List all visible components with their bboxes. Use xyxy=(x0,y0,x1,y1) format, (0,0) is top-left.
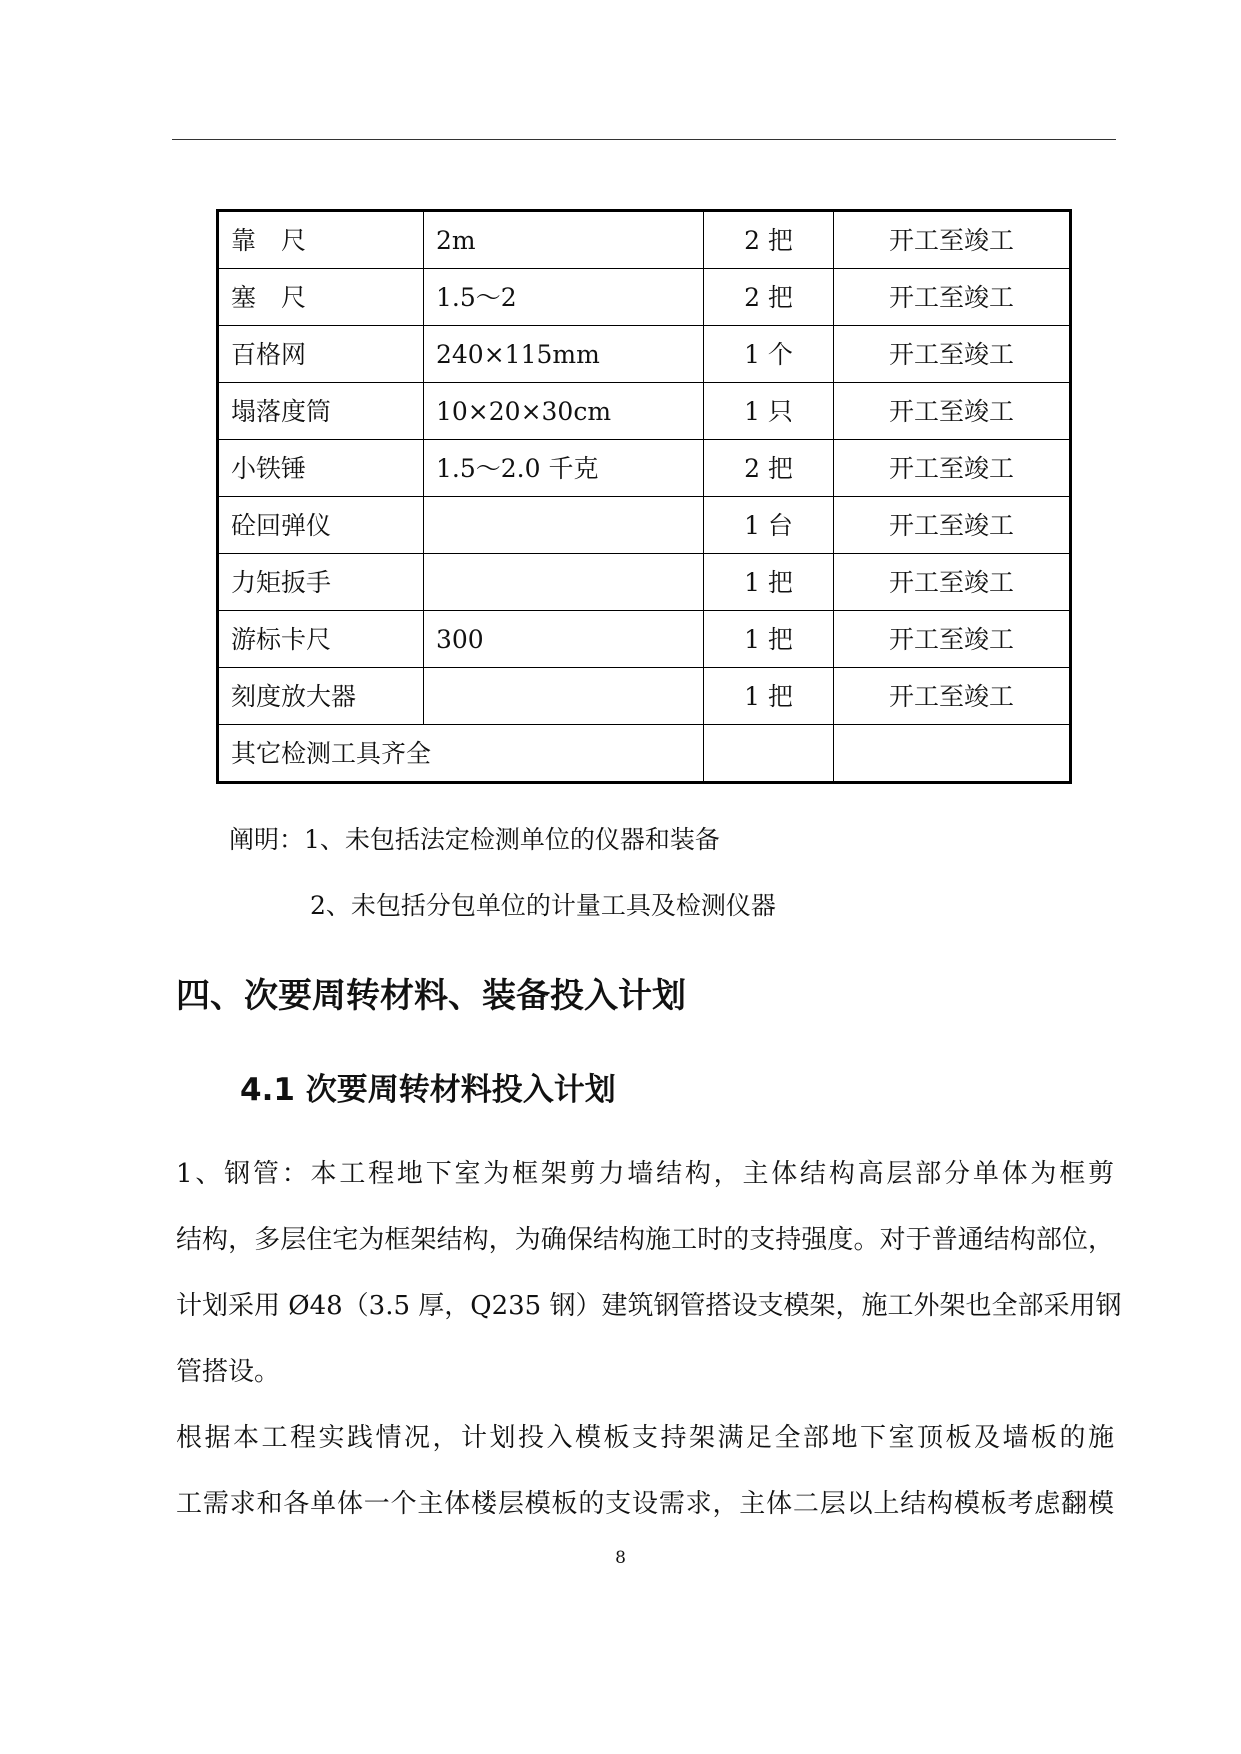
table-cell: 开工至竣工 xyxy=(834,554,1071,611)
table-cell: 塌落度筒 xyxy=(218,383,424,440)
paragraph-line: 计划采用 Ø48（3.5 厚，Q235 钢）建筑钢管搭设支模架，施工外架也全部采用钢 xyxy=(176,1291,1122,1321)
paragraph-line: 根据本工程实践情况，计划投入模板支持架满足全部地下室顶板及墙板的施 xyxy=(176,1423,1114,1453)
table-cell: 开工至竣工 xyxy=(834,326,1071,383)
table-cell: 开工至竣工 xyxy=(834,269,1071,326)
table-cell: 开工至竣工 xyxy=(834,497,1071,554)
table-cell: 1 把 xyxy=(704,554,834,611)
table-cell xyxy=(424,554,704,611)
section-heading: 四、次要周转材料、装备投入计划 xyxy=(176,976,686,1016)
table-cell: 开工至竣工 xyxy=(834,440,1071,497)
table-cell: 百格网 xyxy=(218,326,424,383)
table-row xyxy=(218,497,1071,554)
table-row xyxy=(218,326,1071,383)
table-cell: 塞 尺 xyxy=(218,269,424,326)
table-cell xyxy=(704,725,834,783)
table-cell: 力矩扳手 xyxy=(218,554,424,611)
paragraph-line: 管搭设。 xyxy=(176,1357,281,1387)
paragraph-line: 1、钢管：本工程地下室为框架剪力墙结构，主体结构高层部分单体为框剪 xyxy=(176,1159,1114,1189)
table-cell: 其它检测工具齐全 xyxy=(218,725,704,783)
table-row xyxy=(218,383,1071,440)
paragraph-steel-pipe xyxy=(176,1141,1122,1405)
table-note-1: 阐明：1、未包括法定检测单位的仪器和装备 xyxy=(229,825,720,854)
paragraph-formwork-plan xyxy=(176,1405,1114,1537)
table-cell: 300 xyxy=(424,611,704,668)
table-cell xyxy=(834,725,1071,783)
table-row xyxy=(218,211,1071,269)
table-cell: 靠 尺 xyxy=(218,211,424,269)
table-cell: 1.5～2 xyxy=(424,269,704,326)
table-row xyxy=(218,668,1071,725)
table-cell: 1 台 xyxy=(704,497,834,554)
paragraph-line: 结构，多层住宅为框架结构，为确保结构施工时的支持强度。对于普通结构部位， xyxy=(176,1225,1114,1255)
table-cell: 1 个 xyxy=(704,326,834,383)
subsection-heading: 4.1 次要周转材料投入计划 xyxy=(240,1072,616,1108)
table-row xyxy=(218,611,1071,668)
table-cell xyxy=(424,668,704,725)
table-cell: 1 只 xyxy=(704,383,834,440)
table-row-summary xyxy=(218,725,1071,783)
page-number: 8 xyxy=(615,1548,626,1568)
table-cell xyxy=(424,497,704,554)
table-cell: 1 把 xyxy=(704,668,834,725)
table-cell: 2m xyxy=(424,211,704,269)
table-cell: 开工至竣工 xyxy=(834,383,1071,440)
table-cell: 砼回弹仪 xyxy=(218,497,424,554)
table-cell: 游标卡尺 xyxy=(218,611,424,668)
header-rule xyxy=(172,139,1116,140)
equipment-table xyxy=(216,209,1072,784)
paragraph-line: 工需求和各单体一个主体楼层模板的支设需求，主体二层以上结构模板考虑翻模 xyxy=(176,1489,1114,1519)
table-cell: 1.5～2.0 千克 xyxy=(424,440,704,497)
table-cell: 开工至竣工 xyxy=(834,211,1071,269)
table-cell: 1 把 xyxy=(704,611,834,668)
table-cell: 2 把 xyxy=(704,211,834,269)
table-cell: 刻度放大器 xyxy=(218,668,424,725)
table-cell: 开工至竣工 xyxy=(834,611,1071,668)
table-cell: 2 把 xyxy=(704,440,834,497)
table-cell: 小铁锤 xyxy=(218,440,424,497)
table-cell: 2 把 xyxy=(704,269,834,326)
table-cell: 开工至竣工 xyxy=(834,668,1071,725)
table-note-2: 2、未包括分包单位的计量工具及检测仪器 xyxy=(310,891,776,920)
table-row xyxy=(218,554,1071,611)
table-cell: 10×20×30cm xyxy=(424,383,704,440)
table-row xyxy=(218,440,1071,497)
table-row xyxy=(218,269,1071,326)
table-cell: 240×115mm xyxy=(424,326,704,383)
